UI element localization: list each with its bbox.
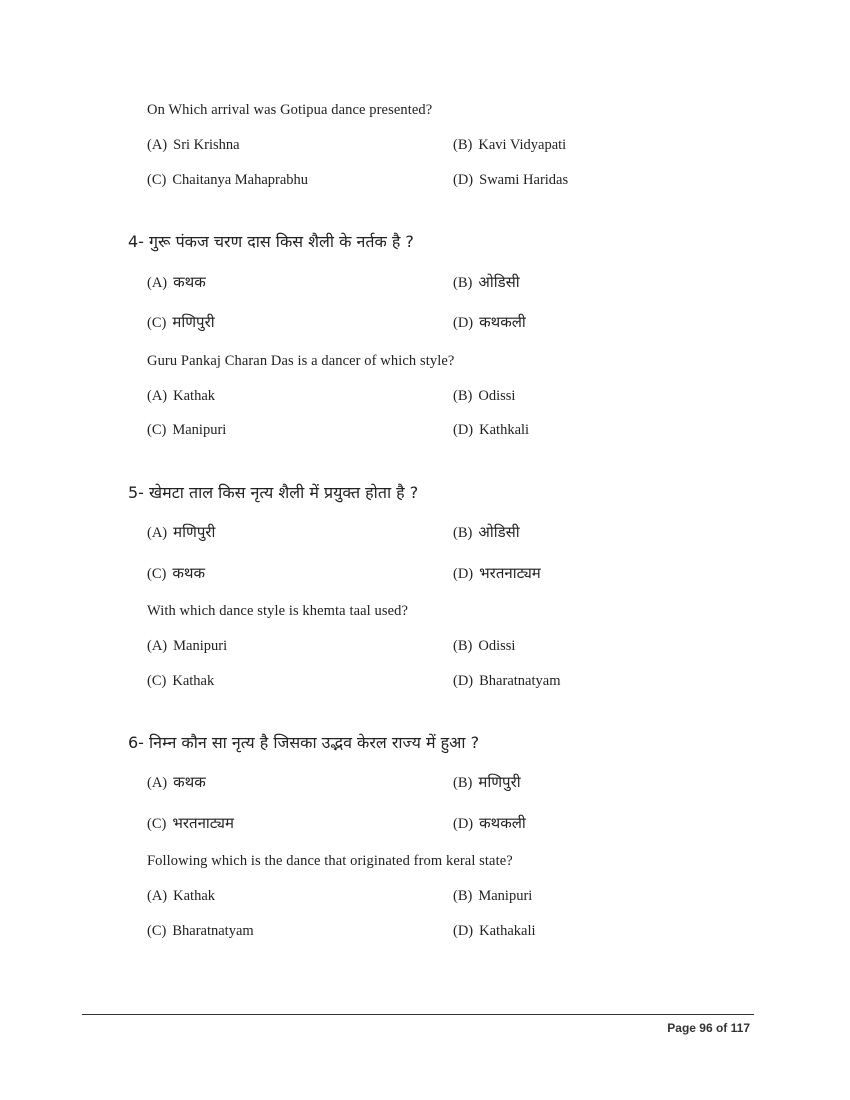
q5-hi-option-c <box>147 563 205 583</box>
option-label: (D) <box>453 422 474 438</box>
q6-en-option-a <box>147 888 215 905</box>
option-text: कथकली <box>479 814 526 832</box>
option-label: (B) <box>453 275 473 291</box>
q5-hi-option-d <box>453 563 541 583</box>
option-text: भरतनाट्यम <box>172 814 234 832</box>
q6-hi-option-a <box>147 772 206 792</box>
option-label: (A) <box>147 888 168 904</box>
option-label: (D) <box>453 923 474 939</box>
option-text: Bharatnatyam <box>172 923 254 939</box>
option-label: (A) <box>147 775 168 791</box>
option-text: Kathkali <box>479 422 530 438</box>
option-label: (A) <box>147 638 168 654</box>
option-label: (C) <box>147 923 167 939</box>
q3-en-option-b <box>453 137 566 154</box>
q3-en-option-c <box>147 172 308 189</box>
option-text: Sri Krishna <box>173 137 240 153</box>
option-text: Manipuri <box>173 638 228 654</box>
q3-en-option-a <box>147 137 240 154</box>
q4-en-option-a <box>147 388 215 405</box>
q6-hi-option-c <box>147 813 234 833</box>
option-label: (B) <box>453 638 473 654</box>
option-text: Swami Haridas <box>479 172 569 188</box>
q6-hi-option-b <box>453 772 521 792</box>
q4-english-question: Guru Pankaj Charan Das is a dancer of which style? <box>147 353 455 369</box>
option-label: (B) <box>453 775 473 791</box>
q5-hi-option-b <box>453 522 520 542</box>
page-number: Page 96 of 117 <box>667 1021 750 1035</box>
option-text: कथक <box>172 564 205 582</box>
option-label: (B) <box>453 388 473 404</box>
option-label: (C) <box>147 816 167 832</box>
option-label: (A) <box>147 388 168 404</box>
option-text: Kathakali <box>479 923 536 939</box>
option-label: (C) <box>147 566 167 582</box>
q6-en-option-d <box>453 923 536 940</box>
option-text: Chaitanya Mahaprabhu <box>172 172 309 188</box>
option-label: (D) <box>453 816 474 832</box>
q6-en-option-c <box>147 923 254 940</box>
option-label: (B) <box>453 137 473 153</box>
option-label: (A) <box>147 137 168 153</box>
option-text: कथकली <box>479 313 526 331</box>
option-label: (D) <box>453 566 474 582</box>
option-text: ओडिसी <box>478 523 520 541</box>
option-text: Manipuri <box>172 422 227 438</box>
q5-hi-option-a <box>147 522 215 542</box>
option-label: (C) <box>147 172 167 188</box>
q4-hi-option-a <box>147 272 206 292</box>
q4-hi-option-d <box>453 312 526 332</box>
option-text: Odissi <box>478 388 516 404</box>
option-label: (B) <box>453 888 473 904</box>
option-text: Odissi <box>478 638 516 654</box>
q6-en-option-b <box>453 888 532 905</box>
option-text: Kathak <box>173 888 216 904</box>
q5-en-option-a <box>147 638 227 655</box>
q3-english-question: On Which arrival was Gotipua dance presented? <box>147 102 433 118</box>
option-label: (B) <box>453 525 473 541</box>
option-label: (C) <box>147 673 167 689</box>
option-label: (D) <box>453 172 474 188</box>
option-label: (A) <box>147 525 168 541</box>
q4-hi-option-b <box>453 272 520 292</box>
option-text: Kavi Vidyapati <box>478 137 567 153</box>
footer-divider <box>82 1014 754 1015</box>
option-label: (D) <box>453 315 474 331</box>
option-text: Kathak <box>172 673 215 689</box>
q4-hindi-question: 4- गुरू पंकज चरण दास किस शैली के नर्तक है ? <box>128 232 414 251</box>
q3-en-option-d <box>453 172 568 189</box>
option-text: Manipuri <box>478 888 533 904</box>
option-text: Bharatnatyam <box>479 673 561 689</box>
q5-en-option-d <box>453 673 560 690</box>
q4-en-option-b <box>453 388 515 405</box>
q5-hindi-question: 5- खेमटा ताल किस नृत्य शैली में प्रयुक्त होता है ? <box>128 483 419 502</box>
q5-en-option-c <box>147 673 214 690</box>
q4-en-option-d <box>453 422 529 439</box>
q5-en-option-b <box>453 638 515 655</box>
q6-english-question: Following which is the dance that originated from keral state? <box>147 853 513 869</box>
q6-hindi-question: 6- निम्न कौन सा नृत्य है जिसका उद्भव केरल राज्य में हुआ ? <box>128 733 480 752</box>
option-text: मणिपुरी <box>478 773 521 791</box>
option-text: मणिपुरी <box>173 523 216 541</box>
option-label: (A) <box>147 275 168 291</box>
option-label: (C) <box>147 315 167 331</box>
q5-english-question: With which dance style is khemta taal used? <box>147 603 409 619</box>
option-text: मणिपुरी <box>172 313 215 331</box>
option-text: ओडिसी <box>478 273 520 291</box>
option-label: (C) <box>147 422 167 438</box>
option-text: कथक <box>173 273 206 291</box>
option-label: (D) <box>453 673 474 689</box>
option-text: भरतनाट्यम <box>479 564 541 582</box>
option-text: Kathak <box>173 388 216 404</box>
option-text: कथक <box>173 773 206 791</box>
q6-hi-option-d <box>453 813 526 833</box>
q4-hi-option-c <box>147 312 215 332</box>
q4-en-option-c <box>147 422 226 439</box>
